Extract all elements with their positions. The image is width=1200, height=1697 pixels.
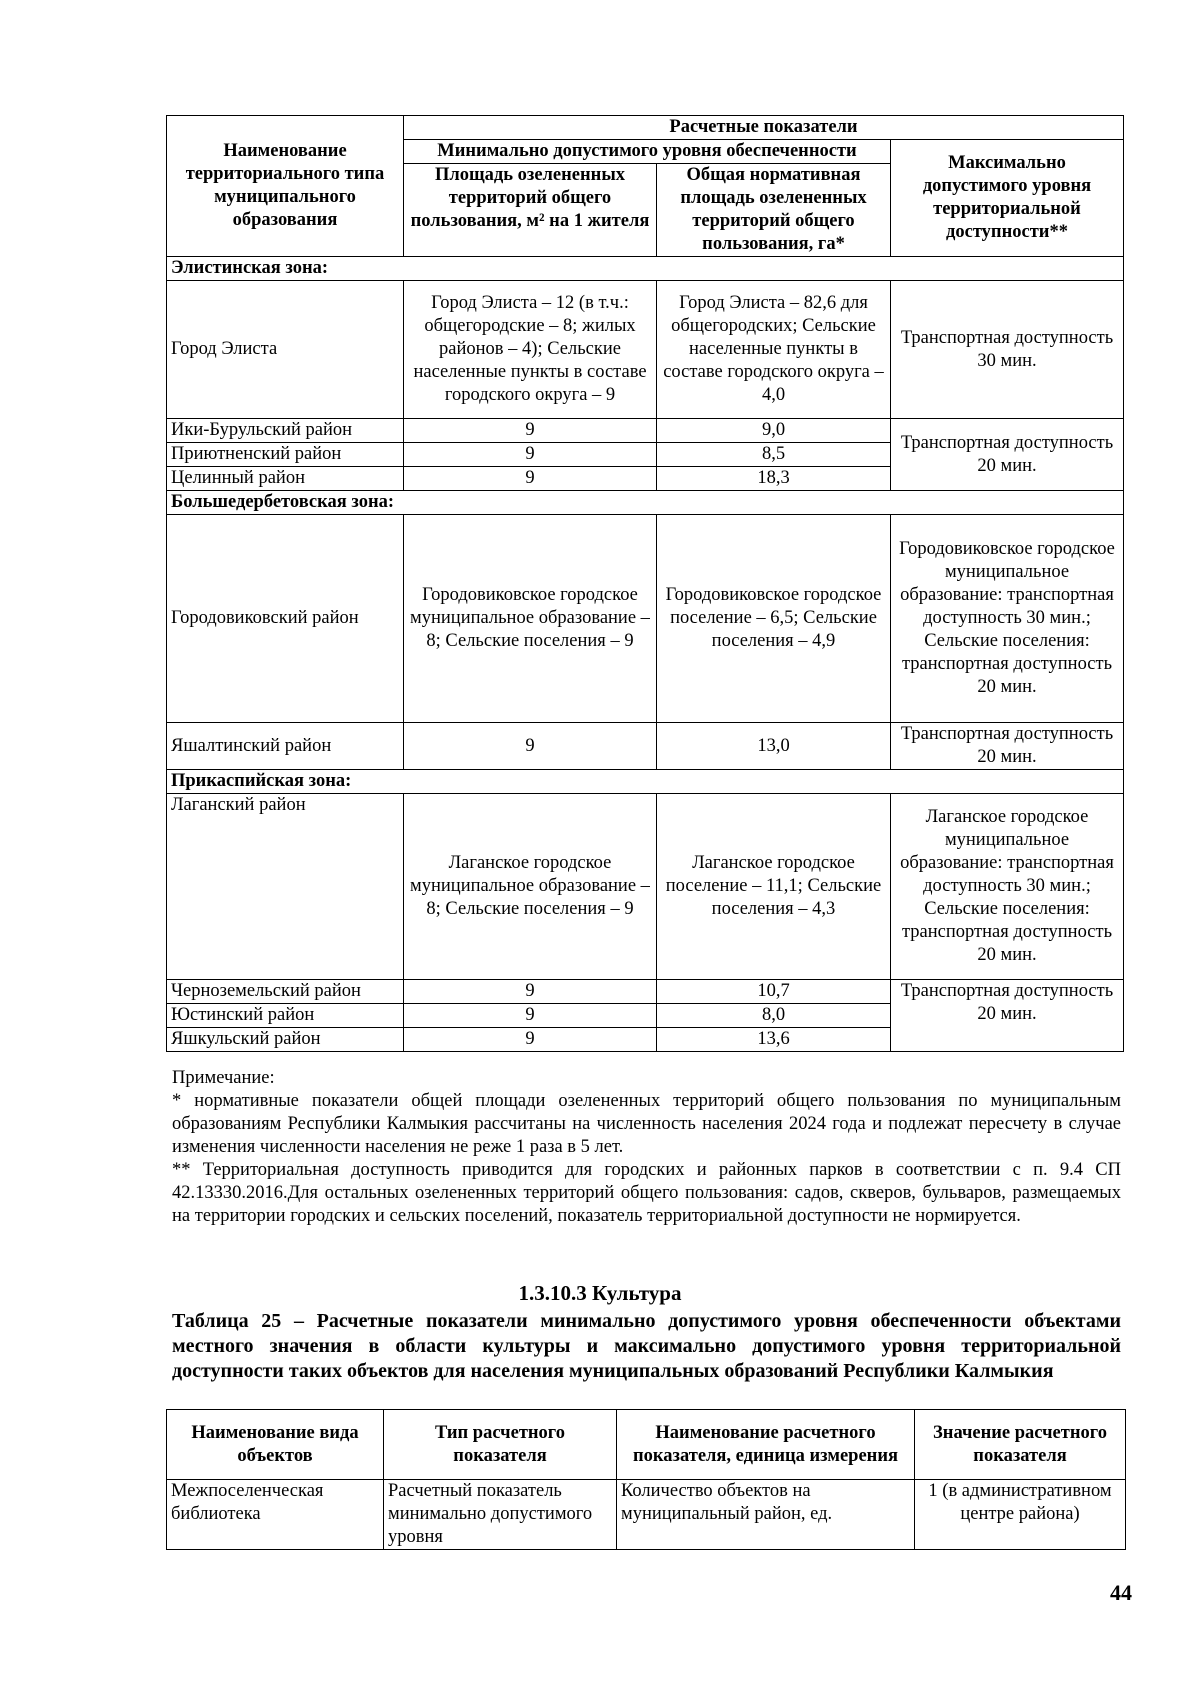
row-area: 9 [404,1004,657,1028]
row-name: Яшалтинский район [167,723,404,770]
row-name: Черноземельский район [167,980,404,1004]
green-areas-table [166,115,1124,1052]
header-indicator-type: Тип расчетного показателя [384,1410,617,1480]
row-total: 13,0 [657,723,891,770]
row-area: 9 [404,723,657,770]
row-total: Лаганское городское поселение – 11,1; Сельские поселения – 4,3 [657,794,891,980]
header-indicator-name: Наименование расчетного показателя, единица измерения [617,1410,915,1480]
header-name-col: Наименование территориального типа муниципального образования [167,116,404,257]
row-name: Город Элиста [167,281,404,419]
row-indicator-value: 1 (в административном центре района) [915,1480,1126,1550]
row-area: 9 [404,980,657,1004]
row-area: Городовиковское городское муниципальное образование – 8; Сельские поселения – 9 [404,515,657,723]
row-name: Яшкульский район [167,1028,404,1052]
row-name: Городовиковский район [167,515,404,723]
zone-heading: Большедербетовская зона: [167,491,1124,515]
header-object-type: Наименование вида объектов [167,1410,384,1480]
note-1: * нормативные показатели общей площади озелененных территорий общего пользования по муниципальным образованиям Республики Калмыкия рассчитаны на численность населения 2024 года и подлежат пересчету в случае изменения численности населения не реже 1 раза в 5 лет. [172,1091,1121,1157]
culture-table [166,1409,1126,1550]
row-access: Городовиковское городское муниципальное образование: транспортная доступность 30 мин.; Сельские поселения: транспортная доступность 20 мин. [891,515,1124,723]
row-name: Лаганский район [167,794,404,980]
row-area: 9 [404,467,657,491]
table-notes [172,1067,1121,1228]
row-total: 8,0 [657,1004,891,1028]
row-total: Городовиковское городское поселение – 6,5; Сельские поселения – 4,9 [657,515,891,723]
row-total: 18,3 [657,467,891,491]
row-access: Транспортная доступность 20 мин. [891,419,1124,491]
row-total: 8,5 [657,443,891,467]
row-area: 9 [404,443,657,467]
row-name: Целинный район [167,467,404,491]
page-number: 44 [1110,1580,1132,1605]
header-min-level: Минимально допустимого уровня обеспеченности [404,140,891,164]
row-area: 9 [404,419,657,443]
notes-title: Примечание: [172,1068,275,1088]
header-total-area: Общая нормативная площадь озелененных территорий общего пользования, га* [657,164,891,257]
row-total: 13,6 [657,1028,891,1052]
row-total: 10,7 [657,980,891,1004]
section-title: 1.3.10.3 Культура [518,1281,682,1305]
header-calc: Расчетные показатели [404,116,1124,140]
row-name: Приютненский район [167,443,404,467]
row-area: Лаганское городское муниципальное образование – 8; Сельские поселения – 9 [404,794,657,980]
row-name: Ики-Бурульский район [167,419,404,443]
row-access: Транспортная доступность 20 мин. [891,980,1124,1052]
row-object-type: Межпоселенческая библиотека [167,1480,384,1550]
row-total: Город Элиста – 82,6 для общегородских; Сельские населенные пункты в составе городского округа – 4,0 [657,281,891,419]
row-access: Лаганское городское муниципальное образование: транспортная доступность 30 мин.; Сельские поселения: транспортная доступность 20 мин. [891,794,1124,980]
table-caption: Таблица 25 – Расчетные показатели минимально допустимого уровня обеспеченности объектами местного значения в области культуры и максимально допустимого уровня территориальной доступности таких объектов для населения муниципальных образований Республики Калмыкия [172,1310,1121,1382]
row-access: Транспортная доступность 30 мин. [891,281,1124,419]
row-area: Город Элиста – 12 (в т.ч.: общегородские – 8; жилых районов – 4); Сельские населенные пункты в составе городского округа – 9 [404,281,657,419]
row-access: Транспортная доступность 20 мин. [891,723,1124,770]
row-name: Юстинский район [167,1004,404,1028]
zone-heading: Прикаспийская зона: [167,770,1124,794]
row-indicator-type: Расчетный показатель минимально допустимого уровня [384,1480,617,1550]
row-total: 9,0 [657,419,891,443]
header-max-access: Максимально допустимого уровня территориальной доступности** [891,140,1124,257]
zone-heading: Элистинская зона: [167,257,1124,281]
row-area: 9 [404,1028,657,1052]
header-indicator-value: Значение расчетного показателя [915,1410,1126,1480]
note-2: ** Территориальная доступность приводится для городских и районных парков в соответствии с п. 9.4 СП 42.13330.2016.Для остальных озелененных территорий общего пользования: садов, скверов, бульваров, размещаемых на территории городских и сельских поселений, показатель территориальной доступности не нормируется. [172,1160,1121,1226]
row-indicator-name: Количество объектов на муниципальный район, ед. [617,1480,915,1550]
header-area-per-person: Площадь озелененных территорий общего пользования, м² на 1 жителя [404,164,657,257]
